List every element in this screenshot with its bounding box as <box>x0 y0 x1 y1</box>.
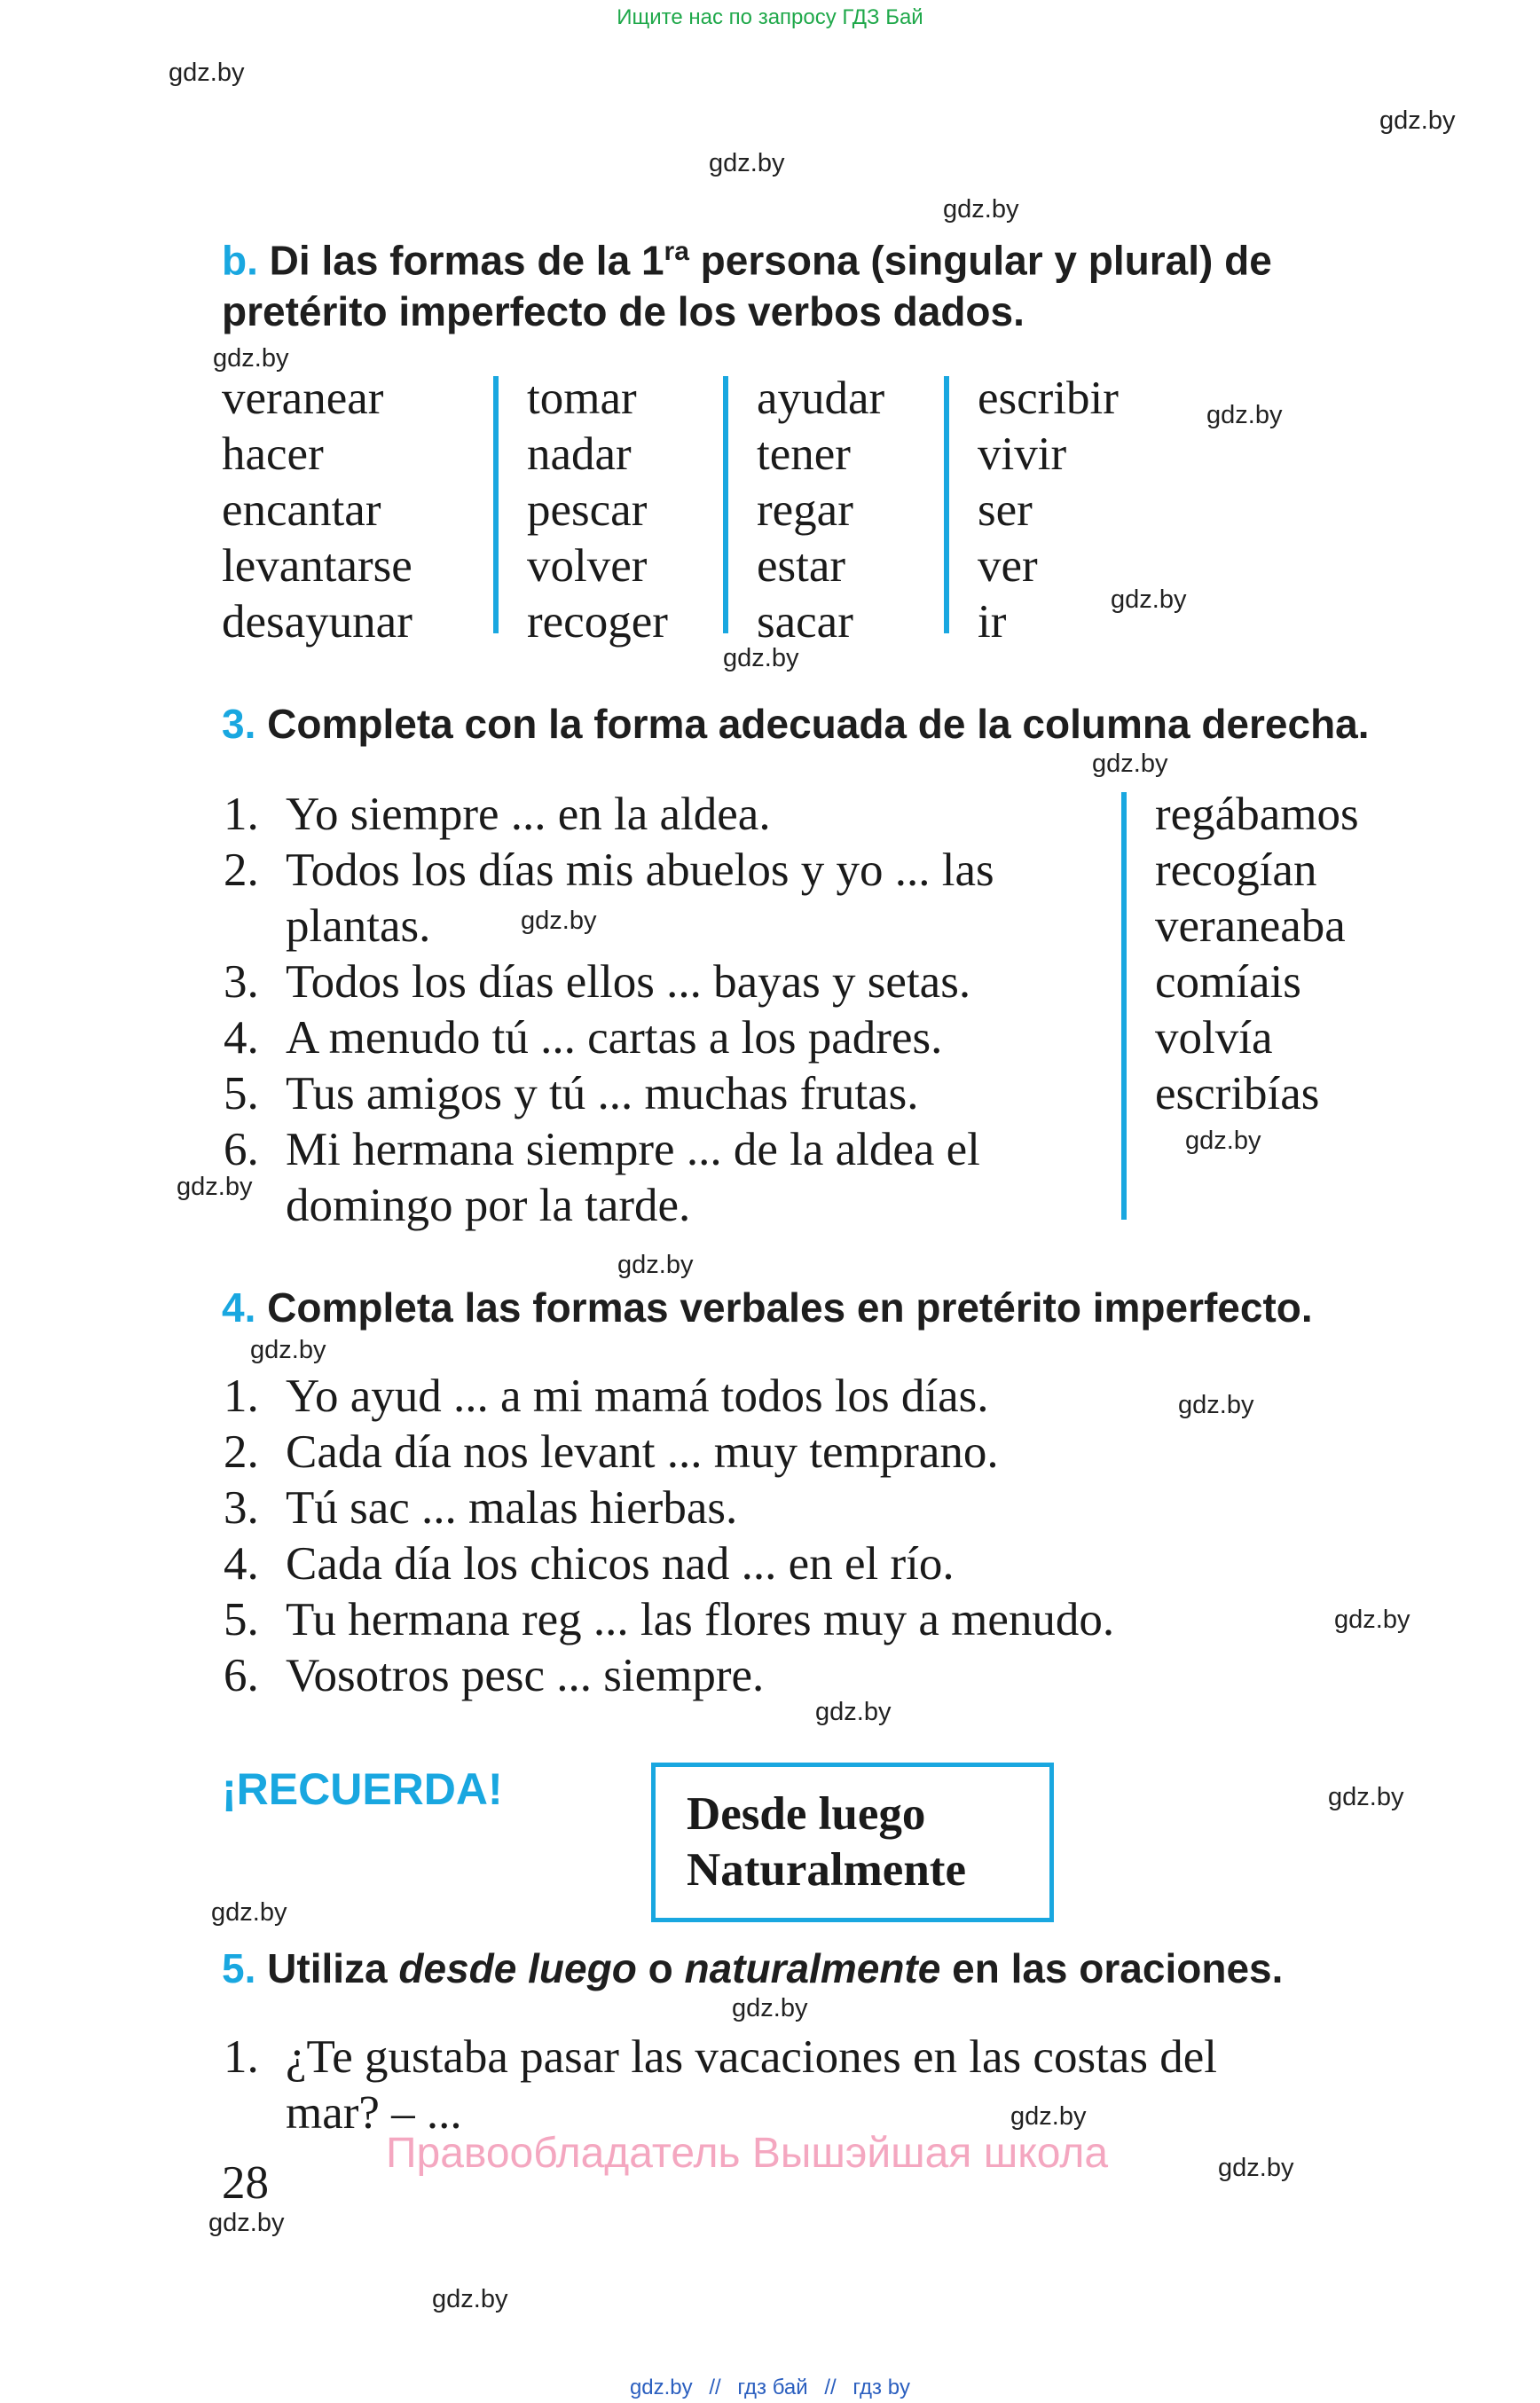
exercise4-heading <box>222 1282 1313 1333</box>
list-item: mar? – ... <box>286 2087 462 2139</box>
verb: ver <box>978 540 1038 592</box>
exercise5-number: 5. <box>222 1945 256 1991</box>
option: regábamos <box>1155 789 1359 840</box>
verb: pescar <box>527 484 648 536</box>
verb: volver <box>527 540 648 592</box>
watermark: gdz.by <box>1010 2102 1087 2131</box>
watermark: gdz.by <box>1334 1606 1410 1634</box>
section-b-heading <box>222 226 1464 337</box>
option: recogían <box>1155 844 1317 896</box>
list-item: 4. Cada día los chicos nad ... en el río. <box>224 1538 955 1590</box>
verb: recoger <box>527 596 668 648</box>
verb: ayudar <box>757 373 885 424</box>
watermark: gdz.by <box>1328 1783 1404 1811</box>
list-item: 1. Yo ayud ... a mi mamá todos los días. <box>224 1370 989 1422</box>
watermark: gdz.by <box>709 149 785 177</box>
watermark: gdz.by <box>1379 106 1456 135</box>
exercise5-title-part3: en las oraciones. <box>940 1945 1284 1991</box>
list-item: 2. Cada día nos levant ... muy temprano. <box>224 1426 999 1478</box>
footer-link-gdz-bai[interactable]: гдз бай <box>737 2376 808 2399</box>
section-b-line1-a: Di las formas de la 1 <box>269 237 664 284</box>
list-item: 5. Tus amigos y tú ... muchas frutas. <box>224 1068 919 1119</box>
list-item: 6. Vosotros pesc ... siempre. <box>224 1650 765 1701</box>
watermark: gdz.by <box>1218 2154 1294 2182</box>
verb-column-4 <box>978 371 1119 650</box>
options-divider <box>1121 792 1127 1220</box>
verb: nadar <box>527 428 632 480</box>
watermark: gdz.by <box>1111 585 1187 614</box>
watermark: gdz.by <box>177 1173 253 1201</box>
option: veraneaba <box>1155 900 1346 952</box>
rights-holder: Правообладатель Вышэйшая школа <box>386 2130 1109 2177</box>
phrase-box <box>651 1763 1054 1922</box>
verb: tomar <box>527 373 637 424</box>
watermark: gdz.by <box>432 2285 508 2313</box>
page-number: 28 <box>222 2157 269 2209</box>
list-item: domingo por la tarde. <box>286 1180 691 1231</box>
section-b-line1-b: persona (singular y plural) de <box>688 237 1272 284</box>
list-item: 5. Tu hermana reg ... las flores muy a menudo. <box>224 1594 1115 1645</box>
verb-column-1 <box>222 371 412 650</box>
watermark: gdz.by <box>723 644 799 672</box>
list-item: plantas. <box>286 900 431 952</box>
verb: ir <box>978 596 1007 648</box>
list-item: 1. ¿Te gustaba pasar las vacaciones en las costas del <box>224 2031 1217 2083</box>
exercise4-title: Completa las formas verbales en pretérito imperfecto. <box>267 1284 1313 1331</box>
watermark: gdz.by <box>211 1898 287 1927</box>
exercise3-title: Completa con la forma adecuada de la columna derecha. <box>267 701 1370 747</box>
list-item: 4. A menudo tú ... cartas a los padres. <box>224 1012 943 1064</box>
verb: levantarse <box>222 540 412 592</box>
phrase-line: Naturalmente <box>687 1844 966 1896</box>
verb: ser <box>978 484 1033 536</box>
verb-column-2 <box>527 371 668 650</box>
section-b-label: b. <box>222 237 258 284</box>
footer-separator: // <box>709 2376 721 2399</box>
watermark: gdz.by <box>1206 401 1283 429</box>
verb: encantar <box>222 484 381 536</box>
watermark: gdz.by <box>213 344 289 373</box>
list-item: 3. Tú sac ... malas hierbas. <box>224 1482 738 1534</box>
list-item: 3. Todos los días ellos ... bayas y setas. <box>224 956 971 1008</box>
option: escribías <box>1155 1068 1320 1119</box>
verb: desayunar <box>222 596 412 648</box>
exercise3-heading <box>222 698 1370 750</box>
phrase-line: Desde luego <box>687 1788 926 1840</box>
exercise5-title-em2: naturalmente <box>684 1945 941 1991</box>
exercise5-title-part1: Utiliza <box>267 1945 399 1991</box>
column-divider <box>723 376 728 633</box>
column-divider <box>944 376 949 633</box>
exercise3-number: 3. <box>222 701 256 747</box>
exercise5-heading <box>222 1943 1283 1994</box>
verb: tener <box>757 428 851 480</box>
option: volvía <box>1155 1012 1273 1064</box>
footer-separator: // <box>824 2376 837 2399</box>
watermark: gdz.by <box>1178 1391 1254 1419</box>
footer-link-gdzby[interactable]: gdz.by <box>629 2376 693 2399</box>
watermark: gdz.by <box>169 59 245 87</box>
watermark: gdz.by <box>250 1336 326 1364</box>
watermark: gdz.by <box>617 1251 694 1279</box>
recuerda-label: ¡RECUERDA! <box>222 1764 503 1814</box>
verb: regar <box>757 484 853 536</box>
footer-link-gdz-by[interactable]: гдз by <box>852 2376 911 2399</box>
verb: hacer <box>222 428 324 480</box>
option: comíais <box>1155 956 1301 1008</box>
exercise5-title-em1: desde luego <box>398 1945 637 1991</box>
verb: estar <box>757 540 846 592</box>
exercise5-title-part2: o <box>636 1945 685 1991</box>
verb-column-3 <box>757 371 884 650</box>
column-divider <box>493 376 499 633</box>
watermark: gdz.by <box>732 1994 808 2022</box>
verb: veranear <box>222 373 384 424</box>
watermark: gdz.by <box>1092 750 1168 778</box>
section-b-line2: pretérito imperfecto de los verbos dados. <box>222 288 1025 335</box>
exercise3-options <box>1155 787 1359 1122</box>
list-item: 1. Yo siempre ... en la aldea. <box>224 789 771 840</box>
verb: sacar <box>757 596 853 648</box>
list-item: 6. Mi hermana siempre ... de la aldea el <box>224 1124 980 1175</box>
watermark: gdz.by <box>208 2209 285 2237</box>
watermark: gdz.by <box>943 195 1019 224</box>
section-b-superscript: ra <box>664 237 689 266</box>
watermark: gdz.by <box>1185 1127 1261 1155</box>
verb: escribir <box>978 373 1119 424</box>
list-item: 2. Todos los días mis abuelos y yo ... las <box>224 844 994 896</box>
top-banner[interactable]: Ищите нас по запросу ГДЗ Бай <box>617 5 923 29</box>
verb: vivir <box>978 428 1067 480</box>
watermark: gdz.by <box>521 907 597 935</box>
watermark: gdz.by <box>815 1698 892 1726</box>
exercise4-number: 4. <box>222 1284 256 1331</box>
footer-links <box>0 2376 1540 2400</box>
